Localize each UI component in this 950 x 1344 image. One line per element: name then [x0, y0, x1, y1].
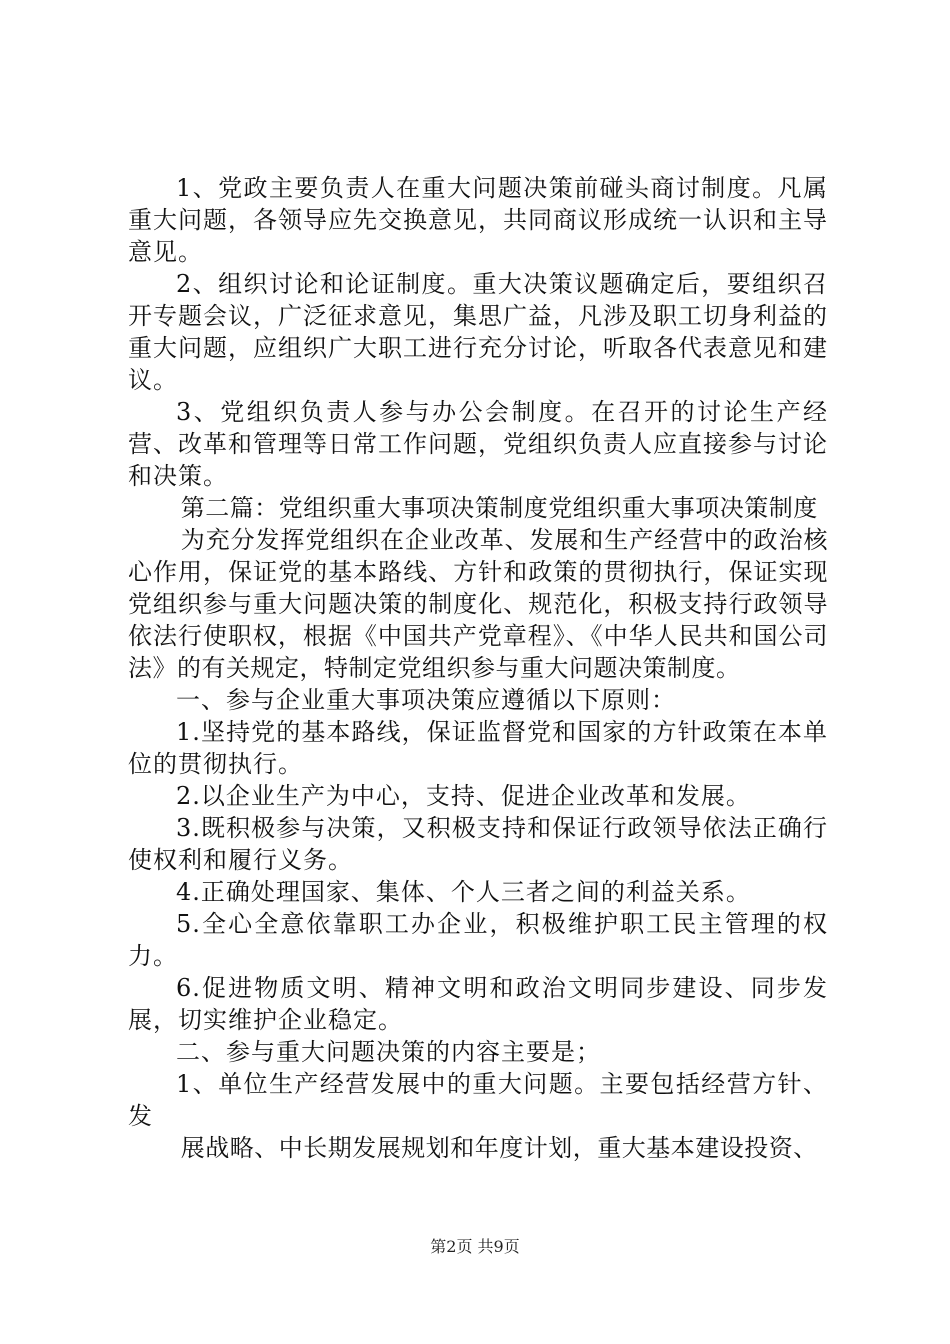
list-item: 6.促进物质文明、精神文明和政治文明同步建设、同步发展，切实维护企业稳定。: [128, 974, 828, 1034]
subheading: 一、参与企业重大事项决策应遵循以下原则：: [176, 686, 676, 714]
subheading: 二、参与重大问题决策的内容主要是；: [176, 1038, 601, 1066]
paragraph: 3、党组织负责人参与办公会制度。在召开的讨论生产经营、改革和管理等日常工作问题，党组织负责人应直接参与讨论和决策。: [128, 398, 828, 490]
page-indicator: 第2页 共9页: [430, 1237, 520, 1256]
document-body: [128, 172, 828, 1164]
paragraph: 为充分发挥党组织在企业改革、发展和生产经营中的政治核心作用，保证党的基本路线、方针和政策的贯彻执行，保证实现党组织参与重大问题决策的制度化、规范化，积极支持行政领导依法行使职权，根据《中国共产党章程》、《中华人民共和国公司法》的有关规定，特制定党组织参与重大问题决策制度。: [128, 526, 828, 682]
paragraph: 1、单位生产经营发展中的重大问题。主要包括经营方针、发: [128, 1070, 828, 1130]
list-item: 4.正确处理国家、集体、个人三者之间的利益关系。: [176, 878, 751, 906]
list-item: 5.全心全意依靠职工办企业，积极维护职工民主管理的权力。: [128, 910, 828, 970]
paragraph: 2、组织讨论和论证制度。重大决策议题确定后，要组织召开专题会议，广泛征求意见，集思广益，凡涉及职工切身利益的重大问题，应组织广大职工进行充分讨论，听取各代表意见和建议。: [128, 270, 828, 394]
list-item: 2.以企业生产为中心，支持、促进企业改革和发展。: [176, 782, 751, 810]
section-heading: 第二篇：党组织重大事项决策制度党组织重大事项决策制度: [180, 494, 818, 522]
paragraph: 1、党政主要负责人在重大问题决策前碰头商讨制度。凡属重大问题，各领导应先交换意见，共同商议形成统一认识和主导意见。: [128, 174, 828, 266]
list-item: 3.既积极参与决策，又积极支持和保证行政领导依法正确行使权利和履行义务。: [128, 814, 828, 874]
list-item: 1.坚持党的基本路线，保证监督党和国家的方针政策在本单位的贯彻执行。: [128, 718, 828, 778]
paragraph: 展战略、中长期发展规划和年度计划，重大基本建设投资、: [180, 1134, 818, 1162]
